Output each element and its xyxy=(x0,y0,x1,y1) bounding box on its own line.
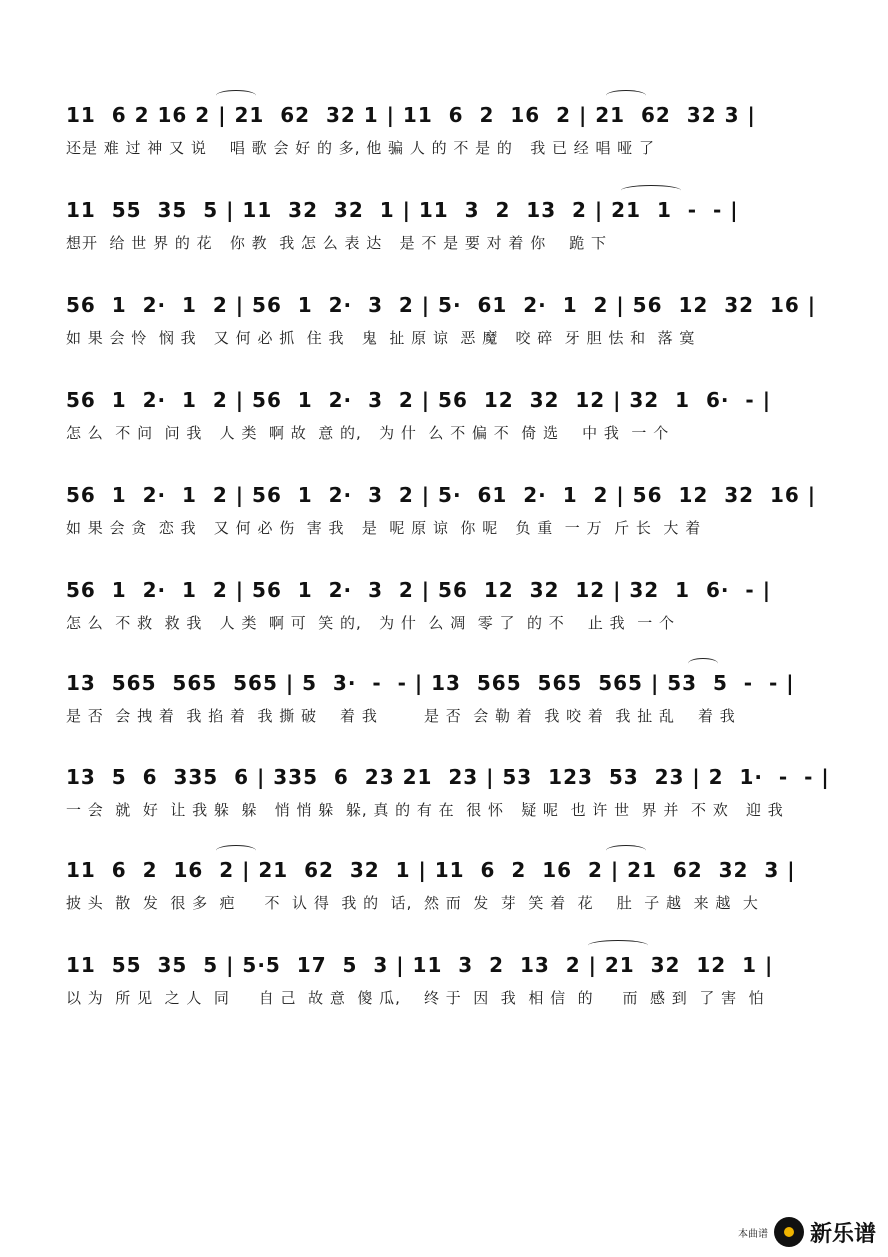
score-system-1 xyxy=(66,100,826,170)
score-system-9 xyxy=(66,855,826,925)
lyrics-line: 怎 么 不 问 问 我 人 类 啊 故 意 的, 为 什 么 不 偏 不 倚 选 中 我 一 个 xyxy=(66,424,670,442)
lyrics-line: 还是 难 过 神 又 说 唱 歌 会 好 的 多, 他 骗 人 的 不 是 的 我 已 经 唱 哑 了 xyxy=(66,139,656,157)
notation-line: 13 565 565 565 | 5 3· - - | 13 565 565 565 | 53 5 - - | xyxy=(66,671,795,695)
notation-line: 56 1 2· 1 2 | 56 1 2· 3 2 | 56 12 32 12 | 32 1 6· - | xyxy=(66,388,771,412)
score-system-5 xyxy=(66,480,826,550)
notation-line: 13 5 6 335 6 | 335 6 23 21 23 | 53 123 53 23 | 2 1· - - | xyxy=(66,765,830,789)
lyrics-line: 如 果 会 贪 恋 我 又 何 必 伤 害 我 是 呢 原 谅 你 呢 负 重 一 万 斤 长 大 着 xyxy=(66,519,702,537)
footer-watermark xyxy=(738,1215,876,1249)
score-system-7 xyxy=(66,668,826,738)
music-disc-icon xyxy=(774,1217,804,1247)
score-system-3 xyxy=(66,290,826,360)
score-system-6 xyxy=(66,575,826,645)
notation-line: 11 6 2 16 2 | 21 62 32 1 | 11 6 2 16 2 | 21 62 32 3 | xyxy=(66,858,796,882)
lyrics-line: 是 否 会 拽 着 我 掐 着 我 撕 破 着 我 是 否 会 勒 着 我 咬 着 我 扯 乱 着 我 xyxy=(66,707,736,725)
lyrics-line: 一 会 就 好 让 我 躲 躲 悄 悄 躲 躲, 真 的 有 在 很 怀 疑 呢 也 许 世 界 并 不 欢 迎 我 xyxy=(66,801,784,819)
lyrics-line: 以 为 所 见 之 人 同 自 己 故 意 傻 瓜, 终 于 因 我 相 信 的 而 感 到 了 害 怕 xyxy=(66,989,765,1007)
score-system-2 xyxy=(66,195,826,265)
lyrics-line: 想开 给 世 界 的 花 你 教 我 怎 么 表 达 是 不 是 要 对 着 你 跪 下 xyxy=(66,234,608,252)
lyrics-line: 怎 么 不 救 救 我 人 类 啊 可 笑 的, 为 什 么 凋 零 了 的 不 止 我 一 个 xyxy=(66,614,675,632)
notation-line: 56 1 2· 1 2 | 56 1 2· 3 2 | 5· 61 2· 1 2 | 56 12 32 16 | xyxy=(66,483,817,507)
lyrics-line: 如 果 会 怜 悯 我 又 何 必 抓 住 我 鬼 扯 原 谅 恶 魔 咬 碎 牙 胆 怯 和 落 寞 xyxy=(66,329,696,347)
brand-logo-text: 新乐谱 xyxy=(809,1221,876,1247)
notation-line: 11 6 2 16 2 | 21 62 32 1 | 11 6 2 16 2 | 21 62 32 3 | xyxy=(66,103,756,127)
score-system-8 xyxy=(66,762,830,832)
notation-line: 56 1 2· 1 2 | 56 1 2· 3 2 | 5· 61 2· 1 2 | 56 12 32 16 | xyxy=(66,293,817,317)
notation-line: 11 55 35 5 | 5·5 17 5 3 | 11 3 2 13 2 | 21 32 12 1 | xyxy=(66,953,774,977)
footer-note: 本曲谱 xyxy=(737,1228,768,1240)
score-system-4 xyxy=(66,385,826,455)
notation-line: 11 55 35 5 | 11 32 32 1 | 11 3 2 13 2 | 21 1 - - | xyxy=(66,198,739,222)
lyrics-line: 披 头 散 发 很 多 疤 不 认 得 我 的 话, 然 而 发 芽 笑 着 花 肚 子 越 来 越 大 xyxy=(66,894,759,912)
notation-line: 56 1 2· 1 2 | 56 1 2· 3 2 | 56 12 32 12 | 32 1 6· - | xyxy=(66,578,771,602)
score-system-10 xyxy=(66,950,826,1020)
